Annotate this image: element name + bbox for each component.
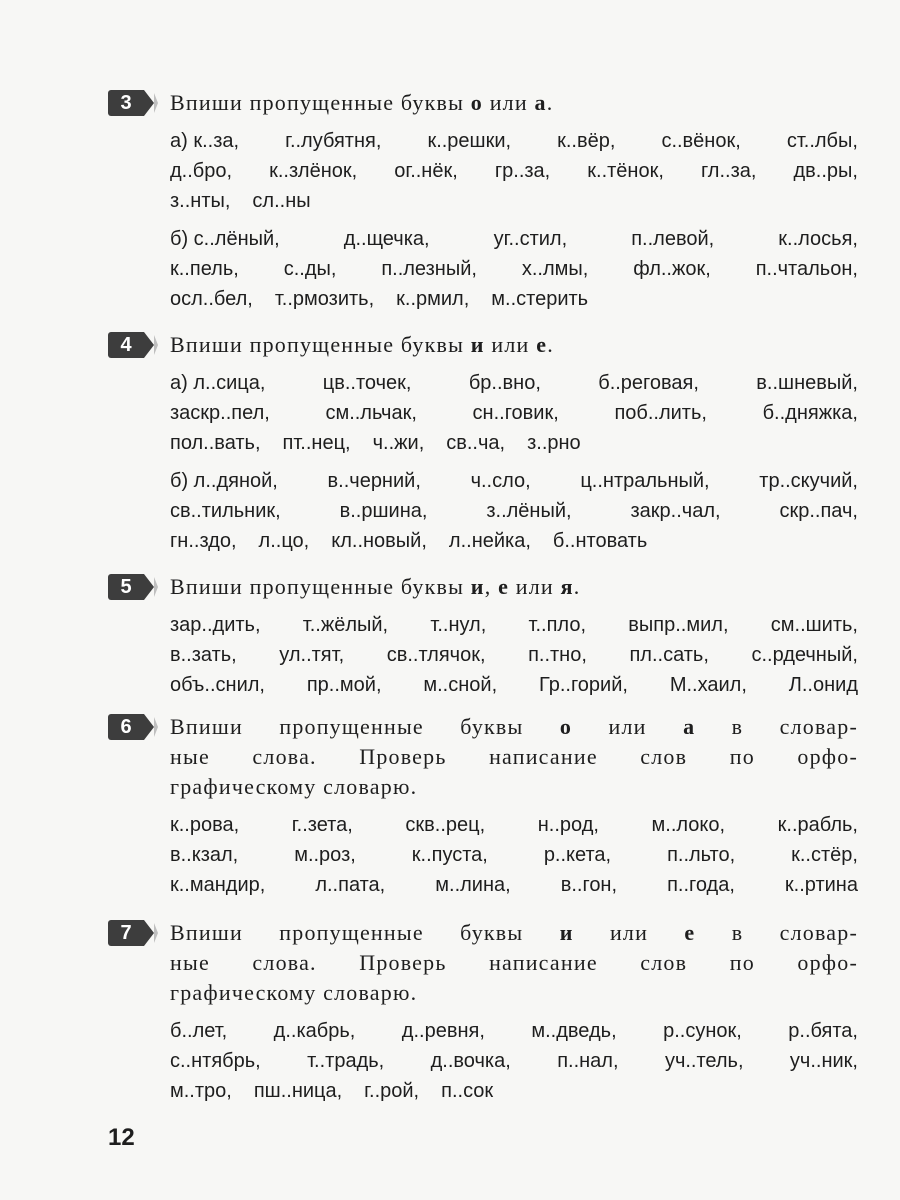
instruction-line xyxy=(170,918,858,948)
word-line xyxy=(170,840,858,870)
exercise-word: а) л..сица, xyxy=(170,372,266,394)
exercise-word: ч..жи, xyxy=(372,432,425,454)
exercise-word: з..рно xyxy=(527,432,581,454)
exercise-word: гр..за, xyxy=(494,160,551,182)
target-letter: я xyxy=(560,574,574,599)
word-line xyxy=(170,1016,858,1046)
exercise-word: св..тлячок, xyxy=(386,644,486,666)
exercise-word: Гр..горий, xyxy=(539,674,628,696)
instruction-text: в словар- xyxy=(695,920,858,945)
instruction-text: . xyxy=(573,574,581,599)
exercise-word: см..льчак, xyxy=(325,402,417,424)
exercise-4 xyxy=(108,330,858,556)
exercise-word: ст..лбы, xyxy=(786,130,858,152)
paragraph-gap xyxy=(108,118,858,126)
exercise-word: т..традь, xyxy=(307,1050,385,1072)
target-letter: а xyxy=(534,90,547,115)
exercise-word: ул..тят, xyxy=(279,644,345,666)
instruction-text: Впиши пропущенные буквы xyxy=(170,920,560,945)
exercise-word: м..тро, xyxy=(170,1080,232,1102)
exercise-word: р..кета, xyxy=(543,844,612,866)
exercise-word: г..зета, xyxy=(291,814,353,836)
paragraph-gap xyxy=(108,360,858,368)
exercise-word: д..кабрь, xyxy=(273,1020,356,1042)
exercise-word: пл..сать, xyxy=(629,644,709,666)
exercise-word: д..бро, xyxy=(170,160,233,182)
exercise-word: б..реговая, xyxy=(598,372,699,394)
word-line xyxy=(170,284,858,314)
exercise-word: с..нтябрь, xyxy=(170,1050,261,1072)
exercise-word: н..род, xyxy=(537,814,599,836)
instruction-line xyxy=(170,712,858,742)
instruction-line xyxy=(170,742,858,772)
instruction-text: ные слова. Проверь написание слов по орфо- xyxy=(170,744,858,769)
exercise-word: гл..за, xyxy=(700,160,757,182)
target-letter: а xyxy=(683,714,696,739)
word-line xyxy=(170,428,858,458)
paragraph-gap xyxy=(108,216,858,224)
exercise-word: з..лёный, xyxy=(486,500,572,522)
instruction-text: или xyxy=(572,714,684,739)
instruction-line xyxy=(170,88,858,118)
exercise-word: ч..сло, xyxy=(470,470,531,492)
word-line xyxy=(170,224,858,254)
instruction-text: или xyxy=(484,332,537,357)
exercise-word: к..стёр, xyxy=(791,844,858,866)
target-letter: е xyxy=(536,332,548,357)
word-line xyxy=(170,254,858,284)
exercise-word: т..пло, xyxy=(528,614,587,636)
exercise-word: м..стерить xyxy=(491,288,589,310)
exercise-word: цв..точек, xyxy=(322,372,412,394)
exercise-word: закр..чал, xyxy=(630,500,721,522)
exercise-word: к..рова, xyxy=(170,814,240,836)
word-line xyxy=(170,466,858,496)
exercise-word: скр..пач, xyxy=(779,500,858,522)
instruction-line xyxy=(170,978,858,1008)
exercise-word: к..вёр, xyxy=(557,130,616,152)
exercise-word: з..нты, xyxy=(170,190,231,212)
exercise-word: в..зать, xyxy=(170,644,237,666)
exercise-word: уч..тель, xyxy=(664,1050,744,1072)
target-letter: и xyxy=(559,920,574,945)
exercise-word: зар..дить, xyxy=(170,614,261,636)
instruction-text: . xyxy=(547,332,554,357)
word-line xyxy=(170,810,858,840)
exercise-word: осл..бел, xyxy=(170,288,253,310)
exercise-word: л..пата, xyxy=(315,874,386,896)
exercise-word: выпр..мил, xyxy=(628,614,729,636)
word-line xyxy=(170,186,858,216)
exercise-word: уч..ник, xyxy=(789,1050,858,1072)
exercise-word: п..льто, xyxy=(667,844,736,866)
exercise-7 xyxy=(108,918,858,1106)
exercise-word: к..решки, xyxy=(427,130,512,152)
instruction-text: Впиши пропущенные буквы xyxy=(170,332,471,357)
exercise-3 xyxy=(108,88,858,314)
exercise-word: т..жёлый, xyxy=(302,614,389,636)
exercise-word: ог..нёк, xyxy=(394,160,458,182)
exercise-word: х..лмы, xyxy=(521,258,589,280)
instruction-line xyxy=(170,572,858,602)
exercise-word: сл..ны xyxy=(252,190,311,212)
exercise-word: п..тно, xyxy=(528,644,587,666)
word-line xyxy=(170,368,858,398)
exercise-word: в..черний, xyxy=(327,470,421,492)
exercise-word: м..сной, xyxy=(423,674,498,696)
exercise-word: с..ды, xyxy=(283,258,337,280)
target-letter: е xyxy=(684,920,696,945)
instruction-text: ные слова. Проверь написание слов по орфо- xyxy=(170,950,858,975)
exercise-word: в..ршина, xyxy=(339,500,428,522)
exercise-word: ц..нтральный, xyxy=(580,470,710,492)
instruction-text: или xyxy=(509,574,561,599)
exercise-word: м..дведь, xyxy=(531,1020,617,1042)
exercise-number-badge: 4 xyxy=(108,332,144,358)
exercise-number-badge: 6 xyxy=(108,714,144,740)
exercise-word: к..ртина xyxy=(784,874,858,896)
instruction-text: графическому словарю. xyxy=(170,774,418,799)
exercise-word: кл..новый, xyxy=(331,530,427,552)
exercise-word: св..ча, xyxy=(446,432,506,454)
instruction-text: графическому словарю. xyxy=(170,980,418,1005)
instruction-text: Впиши пропущенные буквы xyxy=(170,90,471,115)
exercise-word: дв..ры, xyxy=(793,160,858,182)
word-line xyxy=(170,496,858,526)
exercise-word: б..лет, xyxy=(170,1020,228,1042)
exercise-word: м..локо, xyxy=(651,814,726,836)
exercise-word: поб..лить, xyxy=(614,402,707,424)
exercise-word: см..шить, xyxy=(770,614,858,636)
word-line xyxy=(170,670,858,700)
exercise-word: бр..вно, xyxy=(468,372,541,394)
exercise-word: п..года, xyxy=(667,874,735,896)
exercise-word: пр..мой, xyxy=(306,674,382,696)
exercise-word: Л..онид xyxy=(788,674,858,696)
exercise-word: д..щечка, xyxy=(343,228,430,250)
exercise-word: заскр..пел, xyxy=(170,402,270,424)
exercise-word: б) с..лёный, xyxy=(170,228,280,250)
instruction-text: . xyxy=(546,90,554,115)
paragraph-gap xyxy=(108,602,858,610)
exercise-word: к..рабль, xyxy=(777,814,858,836)
exercise-word: л..нейка, xyxy=(448,530,531,552)
exercise-word: м..роз, xyxy=(294,844,356,866)
exercise-word: б) л..дяной, xyxy=(170,470,278,492)
instruction-text: , xyxy=(484,574,499,599)
target-letter: и xyxy=(470,574,485,599)
exercise-word: в..гон, xyxy=(560,874,618,896)
target-letter: е xyxy=(498,574,510,599)
exercise-word: а) к..за, xyxy=(170,130,240,152)
exercise-word: м..лина, xyxy=(435,874,511,896)
word-line xyxy=(170,156,858,186)
word-line xyxy=(170,870,858,900)
instruction-line xyxy=(170,330,858,360)
word-line xyxy=(170,126,858,156)
paragraph-gap xyxy=(108,1008,858,1016)
exercise-word: к..тёнок, xyxy=(587,160,664,182)
instruction-text: в словар- xyxy=(695,714,858,739)
exercise-5 xyxy=(108,572,858,700)
instruction-text: или xyxy=(483,90,535,115)
instruction-text: или xyxy=(573,920,685,945)
exercise-word: к..злёнок, xyxy=(269,160,358,182)
exercise-word: п..левой, xyxy=(631,228,715,250)
word-line xyxy=(170,640,858,670)
exercise-word: в..кзал, xyxy=(170,844,239,866)
exercise-word: в..шневый, xyxy=(756,372,858,394)
exercise-word: тр..скучий, xyxy=(759,470,858,492)
exercise-word: к..лосья, xyxy=(778,228,858,250)
exercise-word: с..вёнок, xyxy=(661,130,741,152)
exercise-number-badge: 5 xyxy=(108,574,144,600)
target-letter: и xyxy=(470,332,485,357)
exercise-word: п..лезный, xyxy=(381,258,477,280)
instruction-line xyxy=(170,772,858,802)
exercise-word: к..рмил, xyxy=(396,288,470,310)
exercise-word: к..мандир, xyxy=(170,874,266,896)
exercise-word: г..лубятня, xyxy=(285,130,382,152)
exercise-word: пт..нец, xyxy=(282,432,351,454)
exercise-word: л..цо, xyxy=(258,530,310,552)
word-line xyxy=(170,398,858,428)
exercise-word: с..рдечный, xyxy=(751,644,858,666)
exercise-word: уг..стил, xyxy=(493,228,568,250)
word-line xyxy=(170,526,858,556)
word-line xyxy=(170,1046,858,1076)
target-letter: о xyxy=(559,714,573,739)
exercise-word: объ..снил, xyxy=(170,674,265,696)
exercise-word: фл..жок, xyxy=(633,258,711,280)
target-letter: о xyxy=(470,90,483,115)
exercise-word: пол..вать, xyxy=(170,432,261,454)
exercise-number-badge: 7 xyxy=(108,920,144,946)
paragraph-gap xyxy=(108,802,858,810)
exercise-number-badge: 3 xyxy=(108,90,144,116)
exercise-word: св..тильник, xyxy=(170,500,281,522)
exercise-word: г..рой, xyxy=(364,1080,420,1102)
exercise-word: пш..ница, xyxy=(253,1080,343,1102)
exercise-word: п..нал, xyxy=(557,1050,619,1072)
exercise-word: б..дняжка, xyxy=(762,402,858,424)
instruction-line xyxy=(170,948,858,978)
exercise-word: д..ревня, xyxy=(401,1020,485,1042)
paragraph-gap xyxy=(108,458,858,466)
exercise-word: р..бята, xyxy=(788,1020,858,1042)
exercise-word: т..рмозить, xyxy=(274,288,375,310)
exercise-word: д..вочка, xyxy=(430,1050,511,1072)
instruction-text: Впиши пропущенные буквы xyxy=(170,574,471,599)
exercise-word: гн..здо, xyxy=(170,530,237,552)
exercise-word: к..пуста, xyxy=(411,844,488,866)
exercise-word: сн..говик, xyxy=(472,402,559,424)
word-line xyxy=(170,1076,858,1106)
exercise-word: б..нтовать xyxy=(552,530,648,552)
exercise-word: М..хаил, xyxy=(669,674,747,696)
exercise-word: к..пель, xyxy=(170,258,239,280)
exercise-word: п..сок xyxy=(441,1080,494,1102)
exercise-word: р..сунок, xyxy=(663,1020,742,1042)
word-line xyxy=(170,610,858,640)
instruction-text: Впиши пропущенные буквы xyxy=(170,714,560,739)
exercise-word: скв..рец, xyxy=(405,814,486,836)
page-number: 12 xyxy=(108,1124,135,1151)
exercise-6 xyxy=(108,712,858,900)
exercise-word: п..чтальон, xyxy=(755,258,858,280)
exercise-word: т..нул, xyxy=(430,614,487,636)
